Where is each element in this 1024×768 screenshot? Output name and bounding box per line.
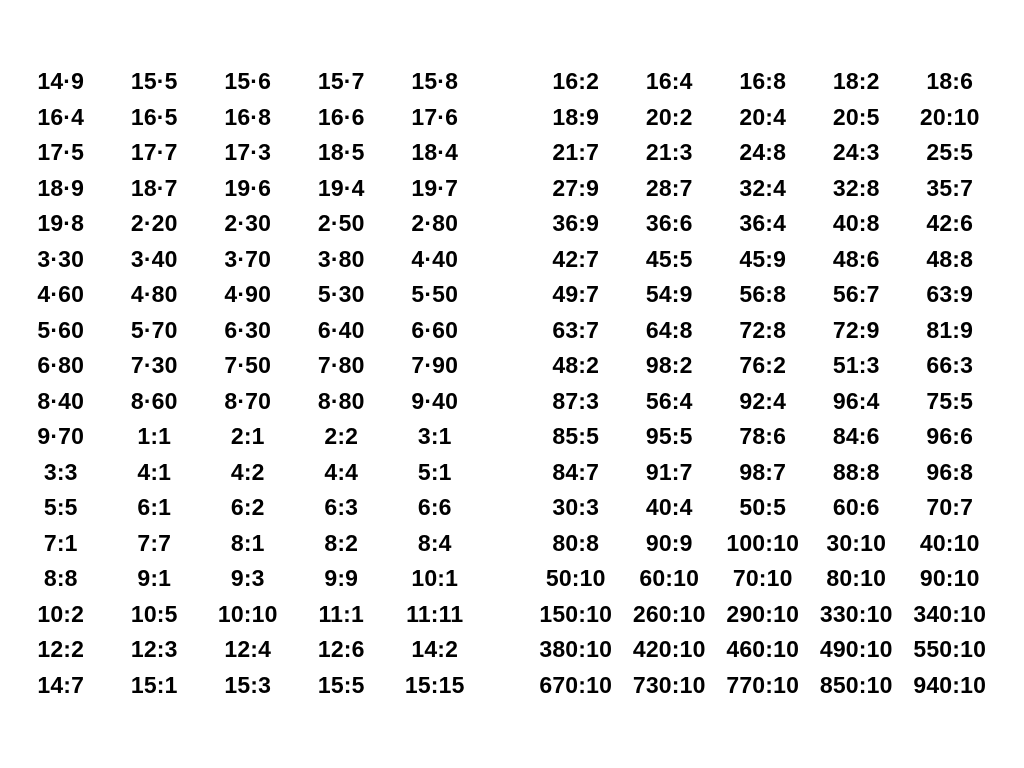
left-table-cell: 6·80 (37, 352, 85, 379)
right-table-cell: 380:10 (539, 636, 613, 663)
right-table-cell: 84:6 (832, 423, 880, 450)
left-table-cell: 15:1 (130, 671, 178, 698)
right-table-cell: 45:5 (645, 245, 693, 272)
right-table-cell: 91:7 (645, 458, 693, 485)
right-table-cell: 56:7 (832, 281, 880, 308)
left-table-cell: 5:5 (43, 494, 78, 521)
left-table-cell: 18·9 (37, 174, 85, 201)
left-table-cell: 6·30 (224, 316, 272, 343)
right-table-cell: 16:2 (552, 68, 600, 95)
right-table-cell: 730:10 (632, 671, 706, 698)
right-table-cell: 36:4 (739, 210, 787, 237)
right-table-cell: 21:7 (552, 139, 600, 166)
left-table-cell: 3·70 (224, 245, 272, 272)
left-table-cell: 5·60 (37, 316, 85, 343)
right-table-cell: 20:5 (832, 103, 880, 130)
right-table-cell: 66:3 (926, 352, 974, 379)
right-table-cell: 48:8 (926, 245, 974, 272)
left-table-cell: 7:7 (137, 529, 172, 556)
left-table-cell: 19·6 (224, 174, 272, 201)
right-table-cell: 56:4 (645, 387, 693, 414)
left-table-cell: 4·60 (37, 281, 85, 308)
right-table-cell: 42:7 (552, 245, 600, 272)
right-table-cell: 78:6 (739, 423, 787, 450)
left-table-cell: 8:8 (43, 565, 78, 592)
left-table-cell: 1:1 (137, 423, 172, 450)
right-table-cell: 80:10 (826, 565, 887, 592)
left-table-cell: 6:1 (137, 494, 172, 521)
right-table-cell: 50:10 (545, 565, 606, 592)
left-table-cell: 8·70 (224, 387, 272, 414)
right-table-cell: 95:5 (645, 423, 693, 450)
left-table-cell: 8·80 (317, 387, 365, 414)
left-table-cell: 12:6 (317, 636, 365, 663)
left-table-cell: 9·70 (37, 423, 85, 450)
left-table-cell: 5·50 (411, 281, 459, 308)
right-table-cell: 51:3 (832, 352, 880, 379)
right-table-cell: 32:8 (832, 174, 880, 201)
left-table-cell: 18·7 (130, 174, 178, 201)
right-table-cell: 98:2 (645, 352, 693, 379)
left-table-cell: 16·8 (224, 103, 272, 130)
right-table-cell: 92:4 (739, 387, 787, 414)
left-table-cell: 5:1 (417, 458, 452, 485)
left-ratio-table (14, 64, 482, 703)
right-table-cell: 72:8 (739, 316, 787, 343)
left-table-cell: 11:1 (318, 600, 365, 627)
right-table-cell: 42:6 (926, 210, 974, 237)
left-table-cell: 3·80 (317, 245, 365, 272)
right-table-cell: 28:7 (645, 174, 693, 201)
right-table-cell: 21:3 (645, 139, 693, 166)
right-table-cell: 420:10 (632, 636, 706, 663)
right-table-cell: 850:10 (819, 671, 893, 698)
left-table-cell: 9:3 (230, 565, 265, 592)
right-table-cell: 48:2 (552, 352, 600, 379)
left-table-cell: 2·30 (224, 210, 272, 237)
right-table-cell: 40:8 (832, 210, 880, 237)
right-table-cell: 80:8 (552, 529, 600, 556)
left-table-cell: 12:3 (130, 636, 178, 663)
right-table-cell: 32:4 (739, 174, 787, 201)
left-table-cell: 19·4 (317, 174, 365, 201)
left-table-cell: 3:1 (417, 423, 452, 450)
left-table-cell: 4·80 (130, 281, 178, 308)
right-table-cell: 20:4 (739, 103, 787, 130)
left-table-cell: 4:4 (324, 458, 359, 485)
left-table-cell: 7·30 (130, 352, 178, 379)
right-table-cell: 81:9 (926, 316, 974, 343)
left-table-cell: 16·6 (317, 103, 365, 130)
right-table-cell: 670:10 (539, 671, 613, 698)
left-table-cell: 16·4 (37, 103, 85, 130)
left-table-cell: 6:3 (324, 494, 359, 521)
right-table-cell: 20:10 (919, 103, 980, 130)
left-table-cell: 6:2 (230, 494, 265, 521)
right-table-cell: 36:6 (645, 210, 693, 237)
left-table-cell: 10:5 (130, 600, 178, 627)
right-table-cell: 48:6 (832, 245, 880, 272)
right-table-cell: 98:7 (739, 458, 787, 485)
right-table-cell: 96:6 (926, 423, 974, 450)
left-table-cell: 8·60 (130, 387, 178, 414)
right-table-cell: 27:9 (552, 174, 600, 201)
right-table-cell: 18:9 (552, 103, 600, 130)
right-table-cell: 63:9 (926, 281, 974, 308)
right-table-cell: 18:6 (926, 68, 974, 95)
right-table-cell: 20:2 (645, 103, 693, 130)
right-table-cell: 87:3 (552, 387, 600, 414)
right-table-cell: 72:9 (832, 316, 880, 343)
right-table-cell: 150:10 (539, 600, 613, 627)
left-table-cell: 2·50 (317, 210, 365, 237)
right-table-cell: 16:4 (645, 68, 693, 95)
left-table-cell: 2·20 (130, 210, 178, 237)
left-table-cell: 17·5 (37, 139, 85, 166)
left-table-cell: 3·30 (37, 245, 85, 272)
left-table-cell: 18·4 (411, 139, 459, 166)
left-table-cell: 6·40 (317, 316, 365, 343)
right-table-cell: 60:6 (832, 494, 880, 521)
right-table-cell: 460:10 (726, 636, 800, 663)
left-table-cell: 7·50 (224, 352, 272, 379)
left-table-cell: 5·70 (130, 316, 178, 343)
left-table-cell: 4:1 (137, 458, 172, 485)
right-table-cell: 18:2 (832, 68, 880, 95)
right-table-cell: 770:10 (726, 671, 800, 698)
left-table-cell: 18·5 (317, 139, 365, 166)
right-table-cell: 490:10 (819, 636, 893, 663)
right-table-cell: 24:3 (832, 139, 880, 166)
left-table-cell: 17·6 (411, 103, 459, 130)
left-table-cell: 12:2 (37, 636, 85, 663)
left-table-cell: 4·40 (411, 245, 459, 272)
left-table-cell: 10:10 (217, 600, 278, 627)
left-table-cell: 8:1 (230, 529, 265, 556)
right-table-cell: 88:8 (832, 458, 880, 485)
right-table-cell: 84:7 (552, 458, 600, 485)
right-table-cell: 75:5 (926, 387, 974, 414)
right-table-cell: 340:10 (913, 600, 987, 627)
right-table-cell: 45:9 (739, 245, 787, 272)
right-table-cell: 76:2 (739, 352, 787, 379)
right-table-cell: 85:5 (552, 423, 600, 450)
right-table-cell: 30:10 (826, 529, 887, 556)
left-table-cell: 17·3 (224, 139, 272, 166)
right-table-cell: 35:7 (926, 174, 974, 201)
right-table-cell: 90:9 (645, 529, 693, 556)
right-table-cell: 260:10 (632, 600, 706, 627)
left-table-cell: 2·80 (411, 210, 459, 237)
right-table-cell: 330:10 (819, 600, 893, 627)
right-table-cell: 64:8 (645, 316, 693, 343)
left-table-cell: 15:15 (404, 671, 465, 698)
left-table-cell: 14:2 (411, 636, 459, 663)
right-table-cell: 16:8 (739, 68, 787, 95)
left-table-cell: 15:5 (317, 671, 365, 698)
left-table-cell: 19·7 (411, 174, 459, 201)
left-table-cell: 6:6 (417, 494, 452, 521)
right-table-cell: 290:10 (726, 600, 800, 627)
left-table-cell: 9·40 (411, 387, 459, 414)
right-table-cell: 96:4 (832, 387, 880, 414)
left-table-cell: 15·5 (130, 68, 178, 95)
right-table-cell: 40:4 (645, 494, 693, 521)
left-table-cell: 7·80 (317, 352, 365, 379)
left-table-cell: 2:1 (230, 423, 265, 450)
left-table-cell: 15·6 (224, 68, 272, 95)
left-table-cell: 10:2 (37, 600, 85, 627)
right-table-cell: 54:9 (645, 281, 693, 308)
left-table-cell: 8:4 (417, 529, 452, 556)
left-table-cell: 8:2 (324, 529, 359, 556)
right-ratio-table (529, 64, 997, 703)
right-table-cell: 40:10 (919, 529, 980, 556)
left-table-cell: 6·60 (411, 316, 459, 343)
left-table-cell: 14:7 (37, 671, 85, 698)
left-table-cell: 5·30 (317, 281, 365, 308)
left-table-cell: 3:3 (43, 458, 78, 485)
left-table-cell: 10:1 (411, 565, 459, 592)
left-table-cell: 3·40 (130, 245, 178, 272)
right-table-cell: 36:9 (552, 210, 600, 237)
left-table-cell: 11:11 (406, 600, 464, 627)
left-table-cell: 14·9 (37, 68, 85, 95)
right-table-cell: 24:8 (739, 139, 787, 166)
right-table-cell: 49:7 (552, 281, 600, 308)
left-table-cell: 12:4 (224, 636, 272, 663)
left-table-cell: 9:9 (324, 565, 359, 592)
right-table-cell: 63:7 (552, 316, 600, 343)
right-table-cell: 70:7 (926, 494, 974, 521)
right-table-cell: 96:8 (926, 458, 974, 485)
left-table-cell: 15:3 (224, 671, 272, 698)
left-table-cell: 19·8 (37, 210, 85, 237)
left-table-cell: 8·40 (37, 387, 85, 414)
right-table-cell: 30:3 (552, 494, 600, 521)
left-table-cell: 16·5 (130, 103, 178, 130)
right-table-cell: 940:10 (913, 671, 987, 698)
right-table-cell: 56:8 (739, 281, 787, 308)
left-table-cell: 7:1 (43, 529, 78, 556)
left-table-cell: 2:2 (324, 423, 359, 450)
left-table-cell: 15·8 (411, 68, 459, 95)
right-table-cell: 90:10 (919, 565, 980, 592)
right-table-cell: 25:5 (926, 139, 974, 166)
left-table-cell: 9:1 (137, 565, 172, 592)
right-table-cell: 70:10 (732, 565, 793, 592)
left-table-cell: 17·7 (130, 139, 178, 166)
right-table-cell: 550:10 (913, 636, 987, 663)
left-table-cell: 7·90 (411, 352, 459, 379)
left-table-cell: 15·7 (317, 68, 365, 95)
right-table-cell: 50:5 (739, 494, 787, 521)
right-table-cell: 60:10 (639, 565, 700, 592)
left-table-cell: 4·90 (224, 281, 272, 308)
right-table-cell: 100:10 (726, 529, 800, 556)
left-table-cell: 4:2 (230, 458, 265, 485)
